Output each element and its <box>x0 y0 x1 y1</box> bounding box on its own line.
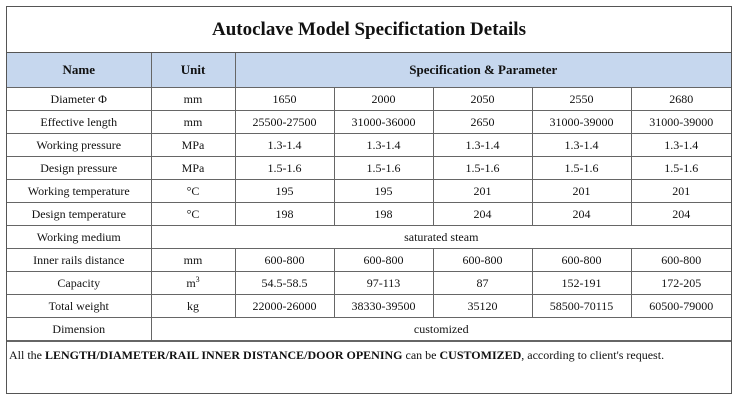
row-value: 600-800 <box>334 249 433 272</box>
row-value: 198 <box>334 203 433 226</box>
row-value: 2550 <box>532 88 631 111</box>
spec-table <box>7 53 731 341</box>
row-name: Working medium <box>7 226 151 249</box>
row-value: 195 <box>235 180 334 203</box>
row-value: 600-800 <box>433 249 532 272</box>
row-value: 31000-39000 <box>631 111 731 134</box>
row-value: 1.5-1.6 <box>235 157 334 180</box>
row-value: 31000-39000 <box>532 111 631 134</box>
row-value: 2050 <box>433 88 532 111</box>
row-name: Dimension <box>7 318 151 341</box>
header-unit: Unit <box>151 53 235 88</box>
unit-text: °C <box>186 206 200 221</box>
row-value: 204 <box>631 203 731 226</box>
row-value: 201 <box>631 180 731 203</box>
row-name: Effective length <box>7 111 151 134</box>
row-unit <box>151 272 235 295</box>
row-value: 35120 <box>433 295 532 318</box>
unit-text: mm <box>183 252 203 267</box>
unit-superscript: 3 <box>195 274 200 284</box>
spec-sheet <box>6 6 732 394</box>
row-unit <box>151 249 235 272</box>
unit-text: kg <box>187 298 199 313</box>
row-unit <box>151 157 235 180</box>
row-name: Design pressure <box>7 157 151 180</box>
row-name: Capacity <box>7 272 151 295</box>
row-value: 600-800 <box>532 249 631 272</box>
row-value: 1.3-1.4 <box>334 134 433 157</box>
row-value: 87 <box>433 272 532 295</box>
row-name: Total weight <box>7 295 151 318</box>
note-bold-features: LENGTH/DIAMETER/RAIL INNER DISTANCE/DOOR OPENING <box>45 348 403 362</box>
table-row <box>7 272 731 295</box>
unit-text: mm <box>183 114 203 129</box>
row-value: 25500-27500 <box>235 111 334 134</box>
row-unit <box>151 88 235 111</box>
row-value: 1.5-1.6 <box>334 157 433 180</box>
note-text: All the <box>9 348 45 362</box>
row-value: 1.5-1.6 <box>532 157 631 180</box>
row-value: 204 <box>433 203 532 226</box>
row-unit <box>151 180 235 203</box>
row-value: 1650 <box>235 88 334 111</box>
row-unit <box>151 203 235 226</box>
table-row <box>7 203 731 226</box>
note-text: , according to client's request. <box>521 348 665 362</box>
row-value: 2000 <box>334 88 433 111</box>
table-row <box>7 157 731 180</box>
table-row <box>7 88 731 111</box>
row-value: 22000-26000 <box>235 295 334 318</box>
row-value: 1.3-1.4 <box>532 134 631 157</box>
row-merged-value: saturated steam <box>151 226 731 249</box>
row-unit <box>151 111 235 134</box>
row-value: 2680 <box>631 88 731 111</box>
table-row <box>7 134 731 157</box>
row-name: Design temperature <box>7 203 151 226</box>
table-row <box>7 226 731 249</box>
note-bold-customized: CUSTOMIZED <box>439 348 522 362</box>
table-row <box>7 318 731 341</box>
row-value: 1.3-1.4 <box>235 134 334 157</box>
row-name: Working temperature <box>7 180 151 203</box>
unit-text: °C <box>186 183 200 198</box>
unit-text: MPa <box>181 160 205 175</box>
row-value: 195 <box>334 180 433 203</box>
row-value: 97-113 <box>334 272 433 295</box>
header-name: Name <box>7 53 151 88</box>
row-value: 31000-36000 <box>334 111 433 134</box>
row-unit <box>151 295 235 318</box>
row-name: Inner rails distance <box>7 249 151 272</box>
row-value: 54.5-58.5 <box>235 272 334 295</box>
header-spec: Specification & Parameter <box>235 53 731 88</box>
unit-text: MPa <box>181 137 205 152</box>
row-value: 201 <box>532 180 631 203</box>
table-row <box>7 111 731 134</box>
row-unit <box>151 134 235 157</box>
table-body <box>7 88 731 341</box>
row-value: 58500-70115 <box>532 295 631 318</box>
note-text: can be <box>402 348 440 362</box>
row-value: 172-205 <box>631 272 731 295</box>
row-name: Diameter Φ <box>7 88 151 111</box>
table-header-row <box>7 53 731 88</box>
row-value: 201 <box>433 180 532 203</box>
row-value: 60500-79000 <box>631 295 731 318</box>
table-row <box>7 180 731 203</box>
row-merged-value: customized <box>151 318 731 341</box>
row-value: 152-191 <box>532 272 631 295</box>
row-value: 198 <box>235 203 334 226</box>
row-value: 38330-39500 <box>334 295 433 318</box>
unit-text: m <box>186 275 196 290</box>
table-row <box>7 295 731 318</box>
unit-text: mm <box>183 91 203 106</box>
row-value: 1.5-1.6 <box>631 157 731 180</box>
row-value: 600-800 <box>235 249 334 272</box>
row-value: 600-800 <box>631 249 731 272</box>
page-title: Autoclave Model Specifictation Details <box>7 7 731 53</box>
row-value: 1.3-1.4 <box>433 134 532 157</box>
row-value: 2650 <box>433 111 532 134</box>
customization-note <box>7 341 731 364</box>
row-value: 1.5-1.6 <box>433 157 532 180</box>
table-row <box>7 249 731 272</box>
row-name: Working pressure <box>7 134 151 157</box>
row-value: 1.3-1.4 <box>631 134 731 157</box>
row-value: 204 <box>532 203 631 226</box>
